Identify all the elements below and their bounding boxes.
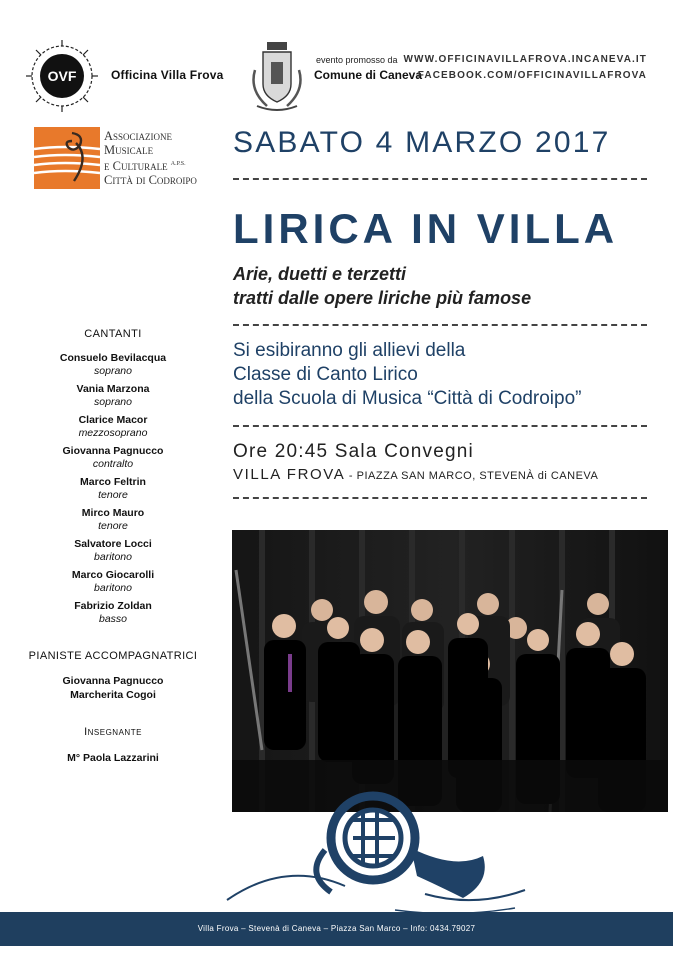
facebook-link[interactable]: FACEBOOK.COM/OFFICINAVILLAFROVA: [417, 70, 647, 81]
association-aps: A.P.S.: [170, 161, 186, 167]
cast-list: [20, 328, 206, 764]
singer-entry: [20, 445, 206, 471]
caneva-crest: [247, 40, 307, 114]
association-line-1: Associazione: [104, 129, 173, 143]
divider: [233, 324, 647, 326]
association-line-4: Città di Codroipo: [104, 173, 197, 188]
singer-entry: [20, 414, 206, 440]
association-logo: [34, 127, 100, 189]
association-line-2: Musicale: [104, 143, 154, 157]
singer-name: Vania Marzona: [76, 383, 150, 395]
event-subtitle: [233, 262, 531, 310]
singer-name: Marco Feltrin: [80, 476, 146, 488]
event-venue: [233, 466, 598, 483]
singer-role: tenore: [98, 520, 128, 532]
singer-entry: [20, 383, 206, 409]
singer-role: mezzosoprano: [78, 427, 148, 439]
singer-entry: [20, 507, 206, 533]
event-date: SABATO 4 MARZO 2017: [233, 126, 611, 159]
pianist-name: Marcherita Cogoi: [70, 689, 156, 701]
singer-name: Consuelo Bevilacqua: [59, 352, 167, 364]
singer-name: Fabrizio Zoldan: [74, 600, 152, 612]
website-link[interactable]: WWW.OFFICINAVILLAFROVA.INCANEVA.IT: [403, 54, 647, 65]
singer-role: soprano: [94, 396, 132, 408]
singer-entry: [20, 538, 206, 564]
divider: [233, 425, 647, 427]
subtitle-line-2: tratti dalle opere liriche più famose: [233, 288, 532, 308]
singer-entry: [20, 569, 206, 595]
promoter-name: Comune di Caneva: [314, 68, 423, 82]
singer-name: Marco Giocarolli: [71, 569, 155, 581]
venue-address: - PIAZZA SAN MARCO, STEVENÀ di CANEVA: [345, 470, 599, 482]
divider: [233, 178, 647, 180]
singers-heading: CANTANTI: [84, 328, 142, 340]
footer-bar: Villa Frova – Stevenà di Caneva – Piazza San Marco – Info: 0434.79027: [0, 912, 673, 946]
event-title: LIRICA IN VILLA: [233, 205, 619, 252]
performers-line-1: Si esibiranno gli allievi della: [233, 340, 466, 361]
singer-role: soprano: [94, 365, 132, 377]
singer-role: contralto: [92, 458, 134, 470]
association-name: [104, 129, 197, 187]
ovf-badge-text: OVF: [47, 68, 77, 84]
association-line-3: e Culturale: [104, 159, 168, 174]
performers-line-3: della Scuola di Musica “Città di Codroipo”: [233, 388, 582, 409]
venue-name: VILLA FROVA: [233, 466, 346, 483]
singer-role: basso: [98, 613, 128, 625]
singer-role: tenore: [98, 489, 128, 501]
singer-role: baritono: [94, 551, 132, 563]
choir-photo: [232, 530, 668, 812]
singer-name: Giovanna Pagnucco: [62, 445, 164, 457]
pianists-heading: PIANISTE ACCOMPAGNATRICI: [28, 650, 198, 662]
event-time: Ore 20:45 Sala Convegni: [233, 441, 474, 462]
singer-entry: [20, 352, 206, 378]
pianist-name: Giovanna Pagnucco: [62, 675, 164, 687]
singer-entry: [20, 476, 206, 502]
teacher-name: M° Paola Lazzarini: [67, 752, 159, 764]
performers-line-2: Classe di Canto Lirico: [233, 364, 418, 385]
ovf-name: Officina Villa Frova: [111, 68, 224, 82]
singer-entry: [20, 600, 206, 626]
french-horn-icon: [225, 790, 535, 920]
promo-caption: evento promosso da: [316, 55, 398, 65]
subtitle-line-1: Arie, duetti e terzetti: [233, 264, 407, 284]
singer-name: Mirco Mauro: [81, 507, 145, 519]
teacher-heading: Insegnante: [84, 726, 142, 738]
singer-name: Clarice Macor: [78, 414, 148, 426]
singer-role: baritono: [94, 582, 132, 594]
performers-text: [233, 339, 582, 411]
ovf-logo: [22, 36, 102, 116]
divider: [233, 497, 647, 499]
singer-name: Salvatore Locci: [74, 538, 152, 550]
